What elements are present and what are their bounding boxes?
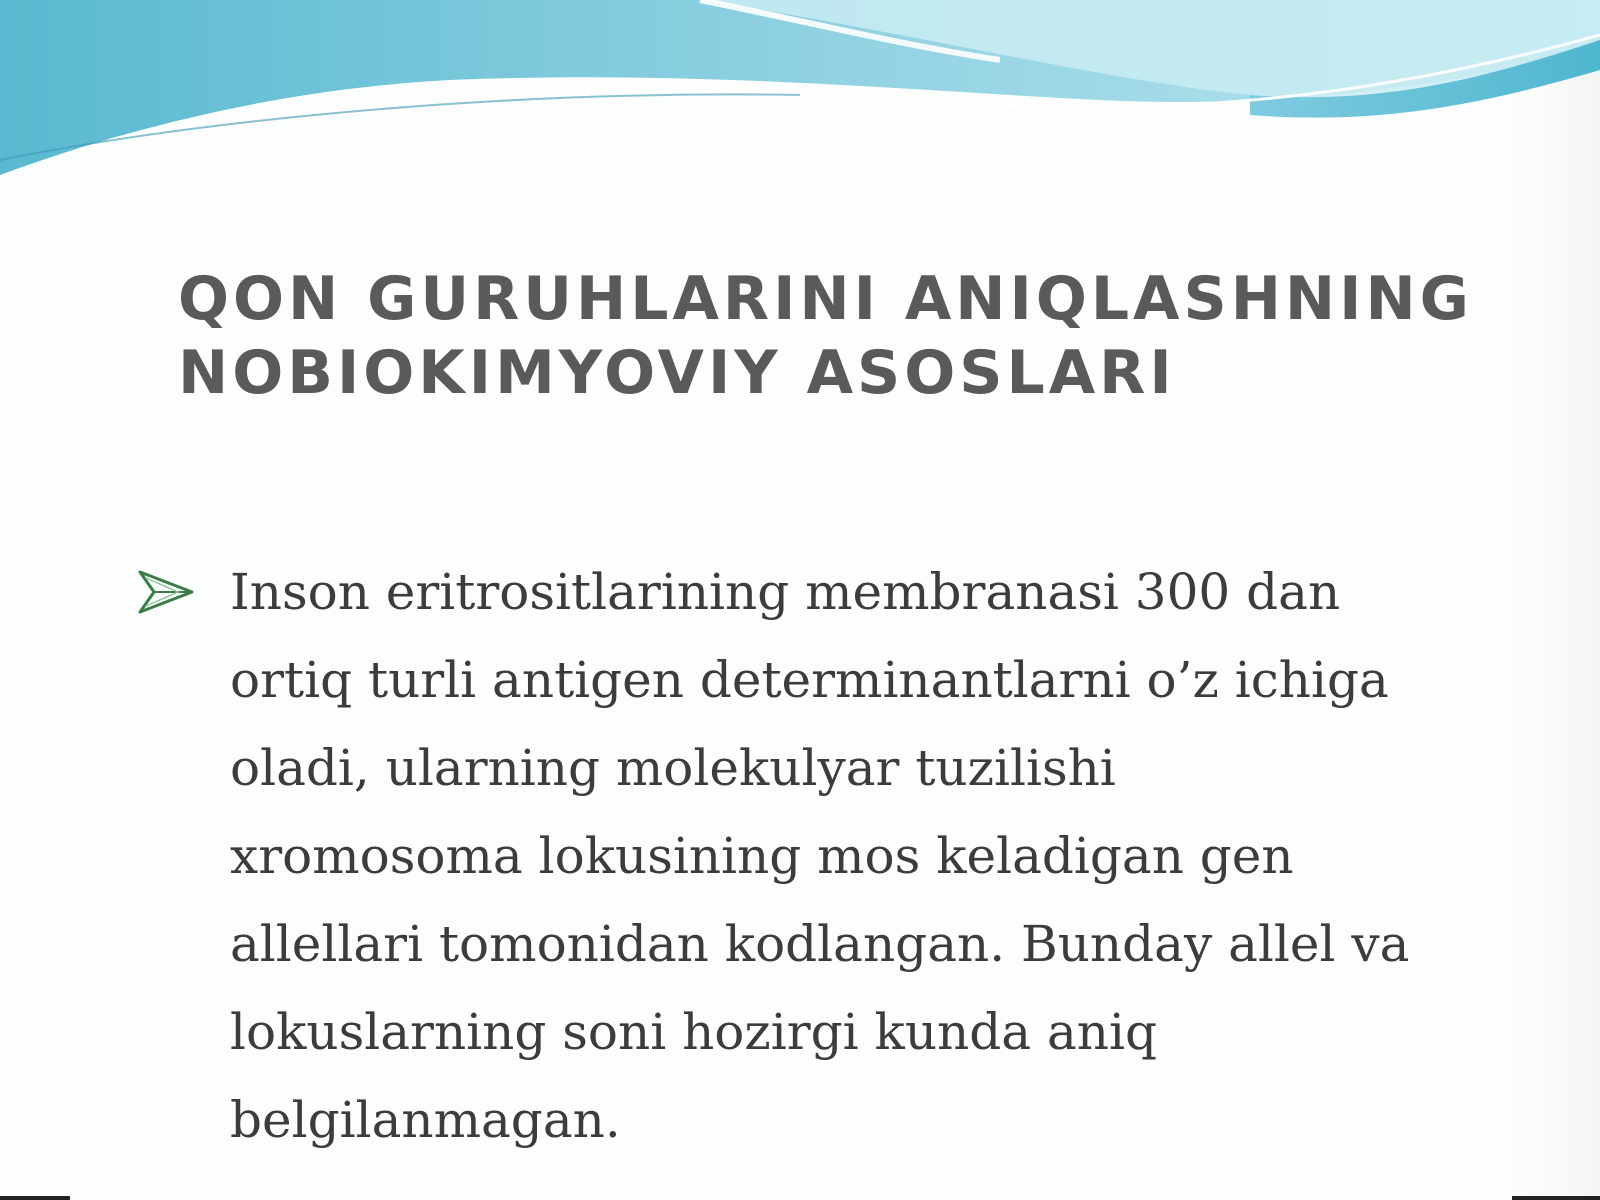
- arrow-bullet-icon: [138, 570, 194, 614]
- bottom-border-left: [0, 1196, 70, 1200]
- header-wave-decoration: [0, 0, 1600, 200]
- bullet-text: Inson eritrositlarining membranasi 300 dan ortiq turli antigen determinantlarni o’z ichiga oladi, ularning molekulyar tuzilishi xromosoma lokusining mos keladigan gen allellari tomonidan kodlangan. Bunday allel va lokuslarning soni hozirgi kunda aniq belgilanmagan.: [230, 563, 1410, 1149]
- bottom-border-right: [1512, 1196, 1600, 1200]
- slide-title: QON GURUHLARINI ANIQLASHNING NOBIOKIMYOVIY ASOSLARI: [178, 264, 1473, 408]
